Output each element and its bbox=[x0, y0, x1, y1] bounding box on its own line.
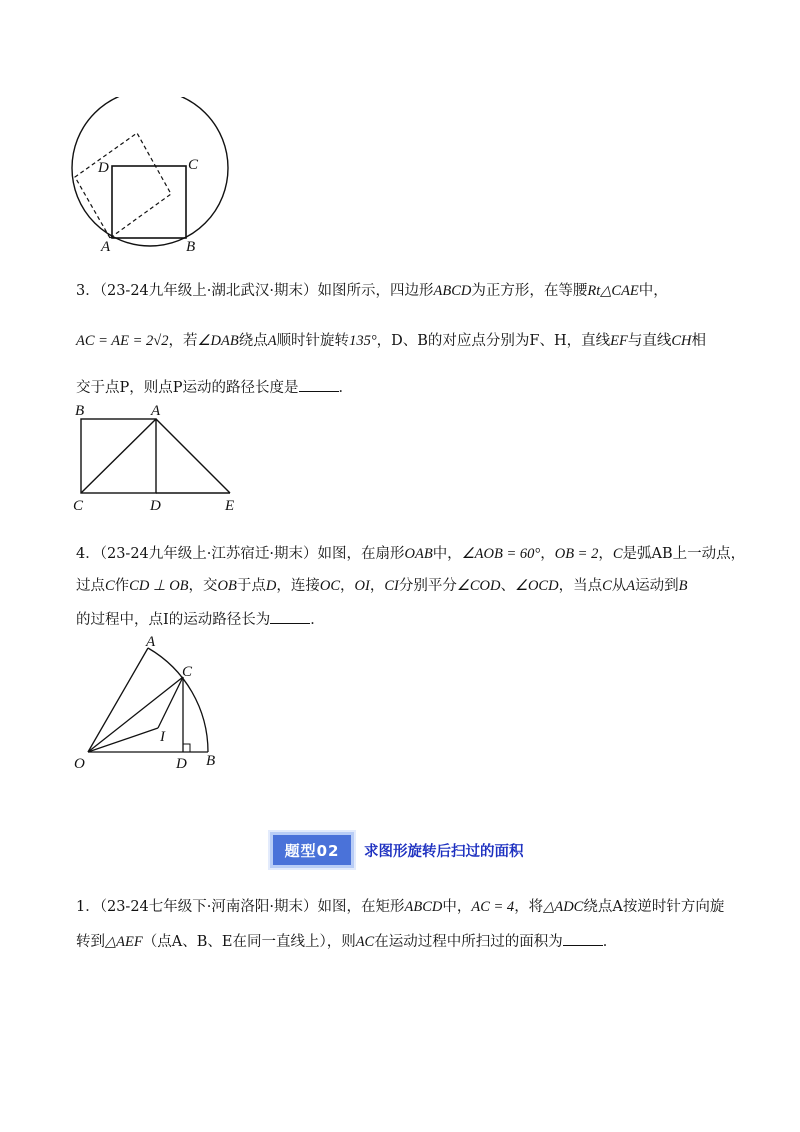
figure-sector-oab bbox=[66, 630, 236, 775]
answer-blank bbox=[563, 931, 603, 946]
label-o: O bbox=[74, 756, 85, 772]
radius-oa bbox=[88, 648, 148, 752]
segment-oc bbox=[88, 677, 183, 752]
figure-circle-square bbox=[66, 97, 236, 257]
label-c: C bbox=[188, 157, 199, 173]
rotated-square-dashed bbox=[75, 133, 171, 238]
square-abcd bbox=[112, 166, 186, 238]
problem1-line1: 1．（23-24七年级下·河南洛阳·期末）如图，在矩形ABCD中，AC = 4，将△ADC绕点A按逆时针方向旋 bbox=[76, 899, 725, 915]
section-badge: 题型02 bbox=[270, 832, 354, 868]
segment-ci bbox=[158, 677, 183, 728]
label-b: B bbox=[186, 239, 196, 255]
figure-square-triangle bbox=[66, 398, 256, 518]
problem4-line2: 过点C作CD ⊥ OB，交OB于点D，连接OC，OI，CI分别平分∠COD、∠OCD，当点C从A运动到B bbox=[76, 578, 688, 594]
label-d: D bbox=[150, 498, 161, 514]
arc-ab bbox=[148, 648, 208, 752]
label-c: C bbox=[182, 664, 193, 680]
problem4-line1: 4．（23-24九年级上·江苏宿迁·期末）如图，在扇形OAB中，∠AOB = 60°，OB = 2，C是弧AB上一动点， bbox=[76, 546, 746, 562]
problem3-line1: 3．（23-24九年级上·湖北武汉·期末）如图所示，四边形ABCD为正方形，在等腰Rt△CAE中， bbox=[76, 283, 668, 299]
label-d: D bbox=[98, 160, 109, 176]
label-d: D bbox=[176, 756, 187, 772]
diagonal-ac bbox=[81, 419, 156, 493]
label-b: B bbox=[75, 403, 85, 419]
label-a: A bbox=[146, 634, 156, 650]
label-i: I bbox=[160, 729, 165, 745]
problem3-line3: 交于点P，则点P运动的路径长度是 ． bbox=[76, 377, 353, 398]
side-ae bbox=[156, 419, 230, 493]
answer-blank bbox=[299, 377, 339, 392]
answer-blank bbox=[270, 609, 310, 624]
label-a: A bbox=[101, 239, 111, 255]
label-a: A bbox=[151, 403, 161, 419]
right-angle-mark bbox=[183, 744, 190, 752]
label-c: C bbox=[73, 498, 84, 514]
problem1-line2: 转到△AEF（点A、B、E在同一直线上），则AC在运动过程中所扫过的面积为 ． bbox=[76, 931, 617, 952]
problem4-line3: 的过程中，点I的运动路径长为 ． bbox=[76, 609, 325, 630]
problem3-line2: AC = AE = 2√2，若∠DAB绕点A顺时针旋转135°，D、B的对应点分别为F、H，直线EF与直线CH相 bbox=[76, 333, 706, 349]
section-title: 求图形旋转后扫过的面积 bbox=[364, 843, 524, 860]
label-b: B bbox=[206, 753, 216, 769]
section-header bbox=[270, 832, 524, 868]
circumcircle bbox=[72, 97, 228, 246]
label-e: E bbox=[225, 498, 235, 514]
segment-oi bbox=[88, 728, 158, 752]
